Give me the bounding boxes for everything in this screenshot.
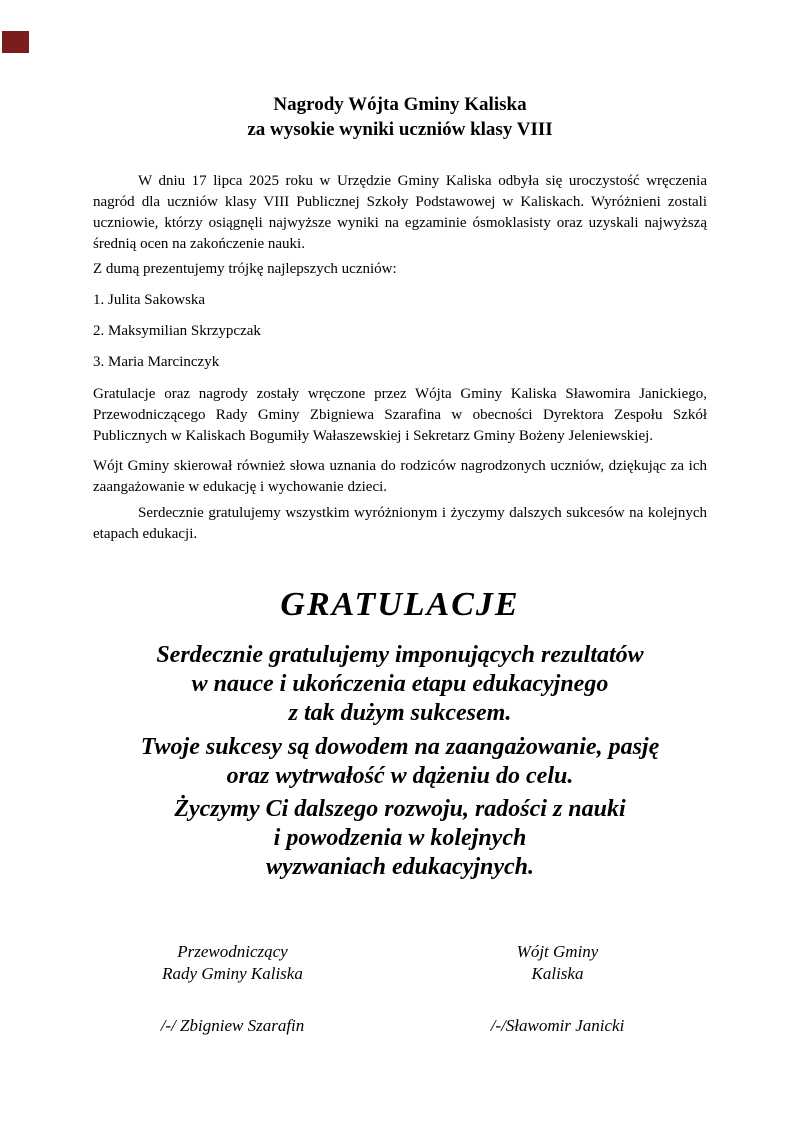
stanza-2-line-2: oraz wytrwałość w dążeniu do celu. (226, 763, 574, 789)
stanza-3-line-1: Życzymy Ci dalszego rozwoju, radości z nauki (174, 796, 626, 822)
congrats-heading: GRATULACJE (280, 586, 520, 623)
paragraph-intro: W dniu 17 lipca 2025 roku w Urzędzie Gminy Kaliska odbyła się uroczystość wręczenia nagród dla uczniów klasy VIII Publicznej Szkoły Podstawowej w Kaliskach. Wyróżnieni zostali uczniowie, którzy osiągnęli najwyższe wyniki na egzaminie ósmoklasisty oraz uzyskali najwyższą średnią ocen na zakończenie nauki. (93, 173, 707, 252)
signature-roles-row (0, 941, 800, 985)
stanza-1-line-1: Serdecznie gratulujemy imponujących rezultatów (156, 642, 644, 668)
title-line-2: za wysokie wyniki uczniów klasy VIII (247, 119, 553, 140)
stanza-3-line-2: i powodzenia w kolejnych (273, 825, 527, 851)
corner-marker (2, 31, 29, 53)
stanza-1-line-3: z tak dużym sukcesem. (288, 700, 512, 726)
student-item-2: 2. Maksymilian Skrzypczak (93, 323, 261, 339)
paragraph-ceremony: Gratulacje oraz nagrody zostały wręczone przez Wójta Gminy Kaliska Sławomira Janickiego, Przewodniczącego Rady Gminy Zbigniewa Szarafina w obecności Dyrektora Zespołu Szkół Publicznych w Kaliskach Bogumiły Wałaszewskiej i Sekretarz Gminy Bożeny Jeleniewskiej. (93, 386, 707, 444)
title-line-1: Nagrody Wójta Gminy Kaliska (273, 94, 527, 115)
congrats-stanza-2 (40, 733, 760, 791)
signature-right-role-line-1: Wójt Gminy (516, 942, 599, 961)
signature-right-name: /-/Sławomir Janicki (490, 1016, 625, 1035)
paragraph-parents: Wójt Gminy skierował również słowa uznania do rodziców nagrodzonych uczniów, dziękując za ich zaangażowanie w edukację i wychowanie dzieci. (93, 458, 707, 495)
signature-left-role-line-1: Przewodniczący (177, 942, 288, 961)
congrats-stanza-3 (40, 795, 760, 882)
paragraph-list-intro: Z dumą prezentujemy trójkę najlepszych uczniów: (93, 261, 397, 277)
stanza-3-line-3: wyzwaniach edukacyjnych. (266, 854, 534, 880)
signature-right-role-line-2: Kaliska (531, 964, 584, 983)
signature-names-row (0, 1015, 800, 1037)
student-item-3: 3. Maria Marcinczyk (93, 354, 220, 370)
signature-left-role (125, 941, 340, 985)
signature-left-name: /-/ Zbigniew Szarafin (160, 1016, 305, 1035)
stanza-1-line-2: w nauce i ukończenia etapu edukacyjnego (191, 671, 609, 697)
document-title (93, 92, 707, 142)
stanza-2-line-1: Twoje sukcesy są dowodem na zaangażowanie, pasję (140, 734, 660, 760)
signature-left-role-line-2: Rady Gminy Kaliska (162, 964, 303, 983)
congrats-stanza-1 (40, 641, 760, 728)
paragraph-closing: Serdecznie gratulujemy wszystkim wyróżnionym i życzymy dalszych sukcesów na kolejnych etapach edukacji. (93, 505, 707, 542)
signature-right-role (450, 941, 665, 985)
student-item-1: 1. Julita Sakowska (93, 292, 206, 308)
